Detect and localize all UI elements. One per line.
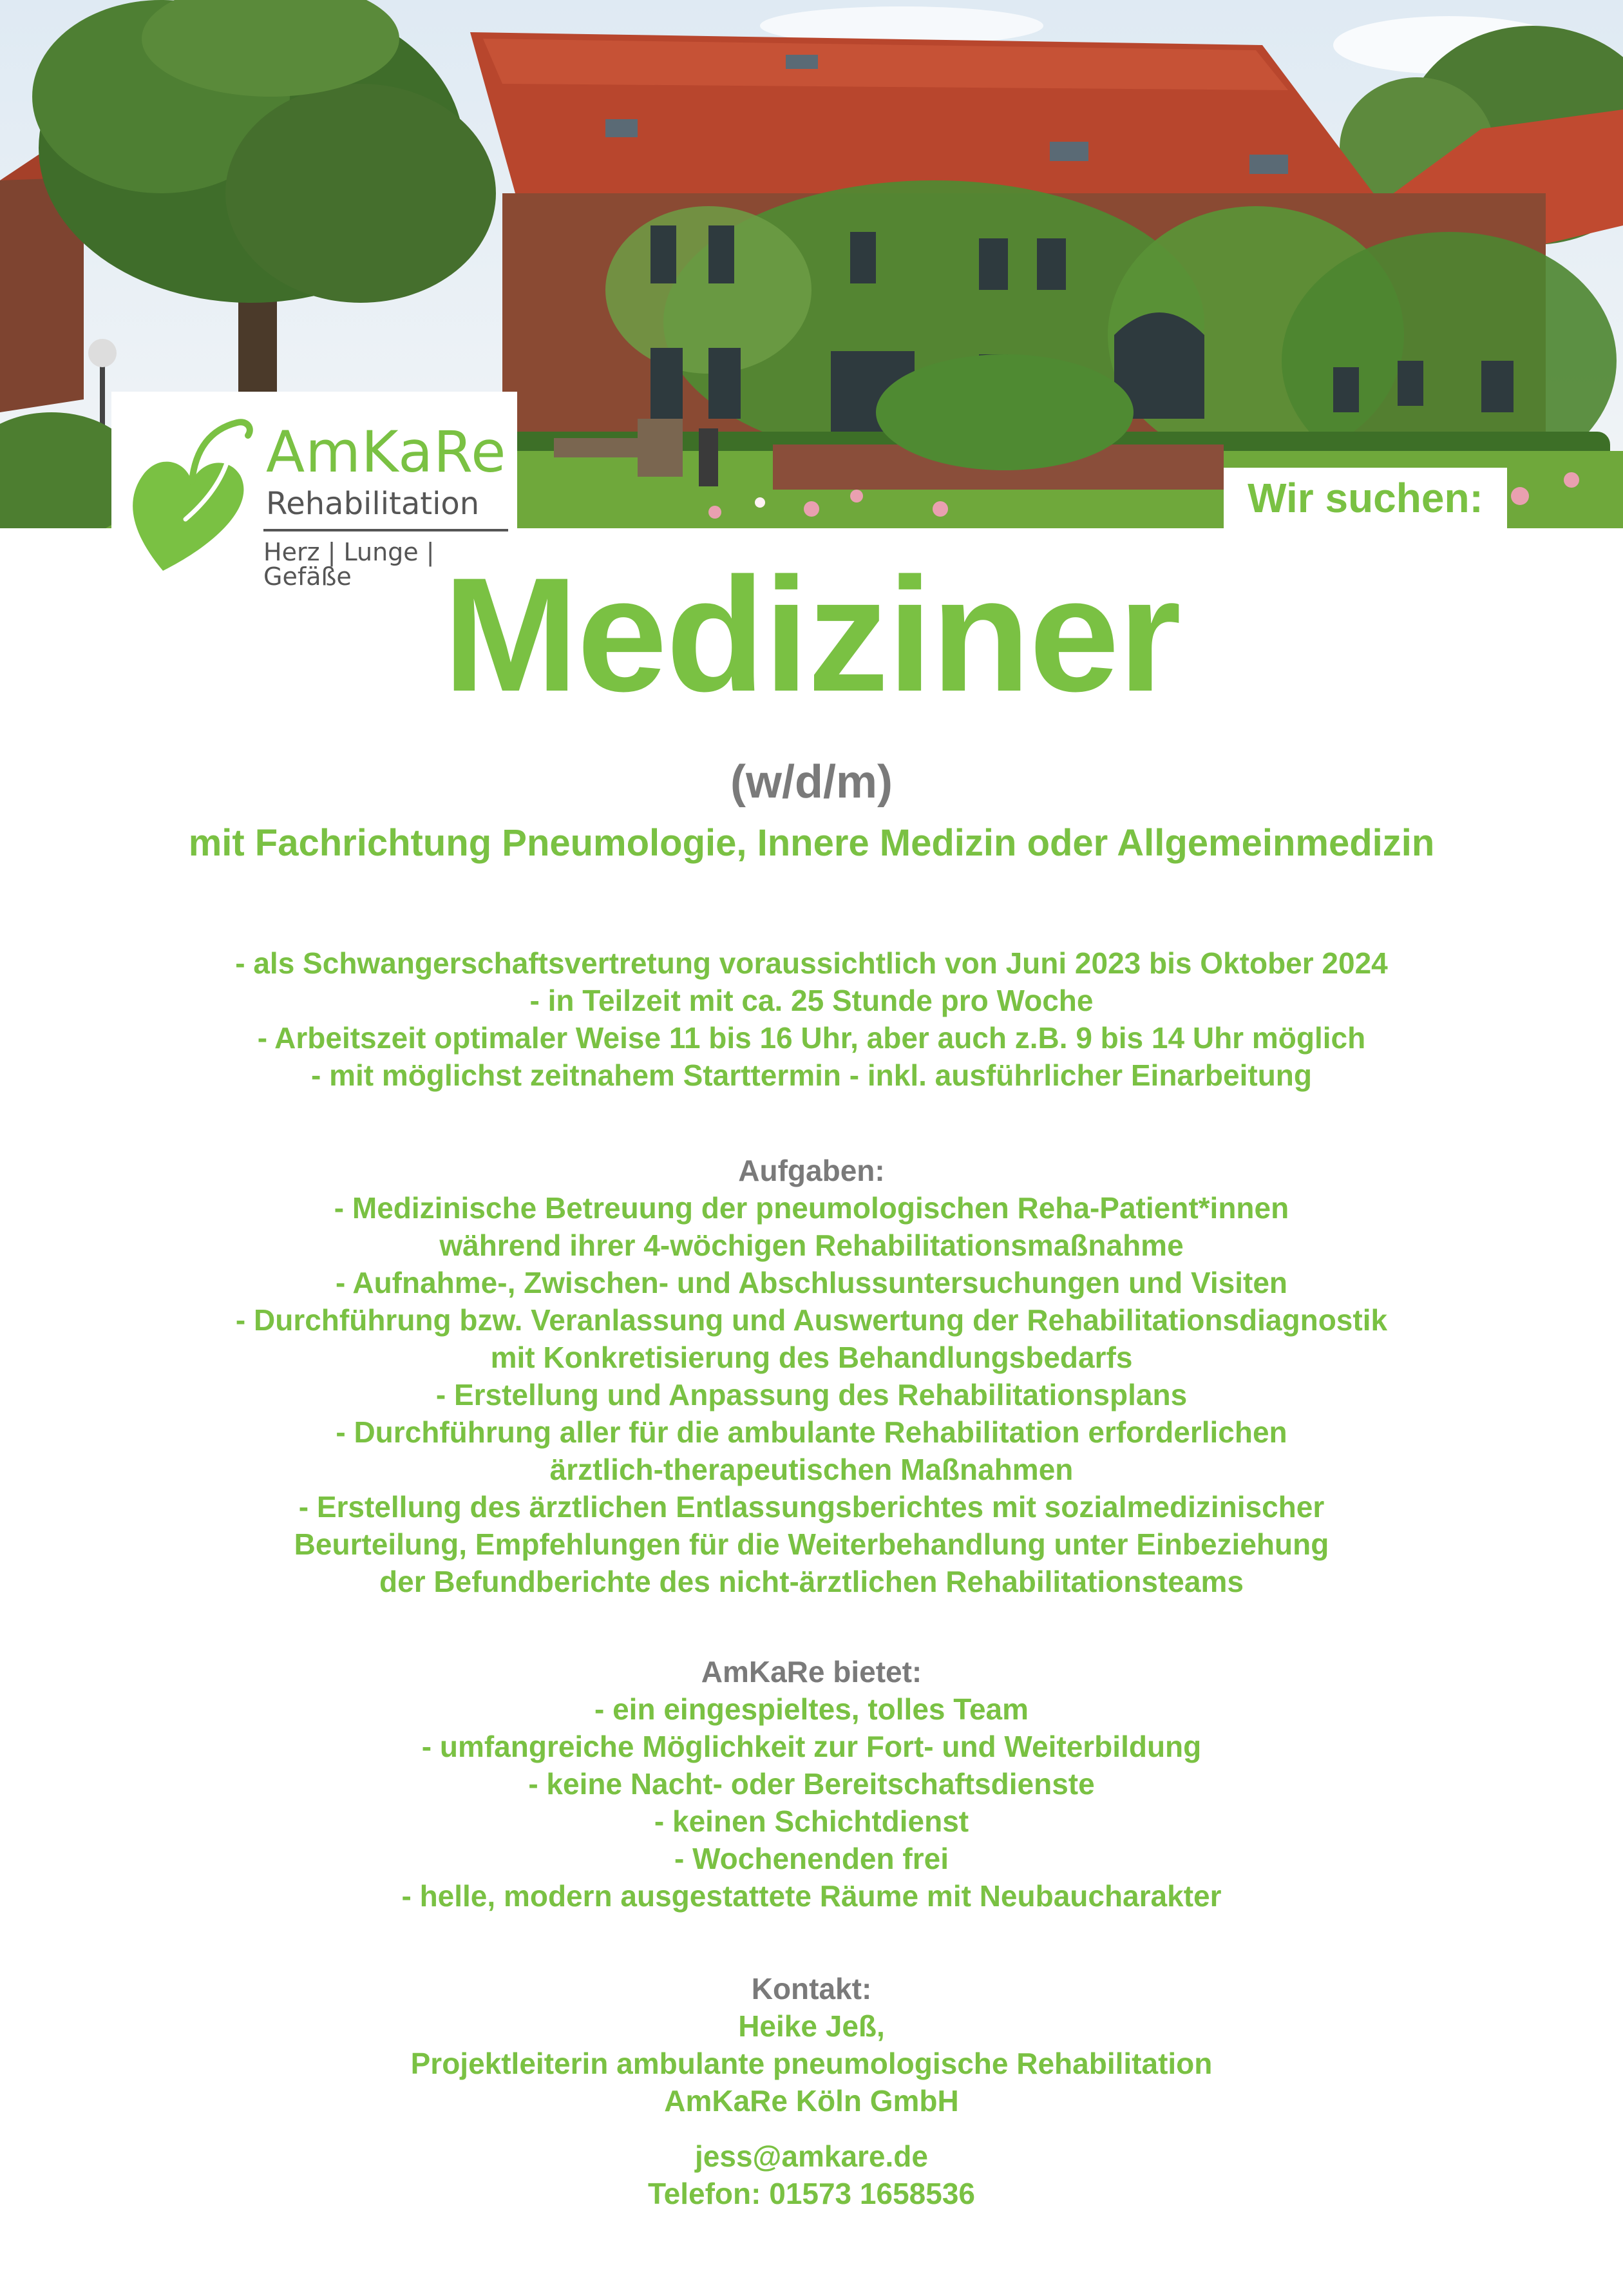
- specialty-line: mit Fachrichtung Pneumologie, Innere Medizin oder Allgemeinmedizin: [188, 822, 1435, 864]
- intro-line: - als Schwangerschaftsvertretung voraussichtlich von Juni 2023 bis Oktober 2024: [235, 946, 1388, 980]
- offer-line: - helle, modern ausgestattete Räume mit Neubaucharakter: [401, 1879, 1222, 1913]
- contact-company: AmKaRe Köln GmbH: [664, 2084, 959, 2118]
- tasks-heading: Aufgaben:: [738, 1154, 885, 1187]
- logo-divider: [263, 529, 508, 531]
- intro-line: - in Teilzeit mit ca. 25 Stunde pro Woche: [529, 984, 1094, 1017]
- contact-role: Projektleiterin ambulante pneumologische Rehabilitation: [410, 2047, 1213, 2080]
- tasks-section: [0, 1152, 1623, 1600]
- task-line: - Erstellung des ärztlichen Entlassungsberichtes mit sozialmedizinischer: [298, 1490, 1325, 1524]
- offer-line: - keine Nacht- oder Bereitschaftsdienste: [528, 1767, 1095, 1801]
- offer-line: - keinen Schichtdienst: [654, 1804, 969, 1838]
- offer-line: - umfangreiche Möglichkeit zur Fort- und Weiterbildung: [421, 1730, 1202, 1763]
- gender-note: (w/d/m): [730, 756, 893, 808]
- intro-line: - mit möglichst zeitnahem Starttermin - inkl. ausführlicher Einarbeitung: [310, 1058, 1312, 1092]
- intro-line: - Arbeitszeit optimaler Weise 11 bis 16 Uhr, aber auch z.B. 9 bis 14 Uhr möglich: [257, 1021, 1366, 1055]
- task-line: mit Konkretisierung des Behandlungsbedarfs: [490, 1341, 1133, 1374]
- task-line: - Medizinische Betreuung der pneumologischen Reha-Patient*innen: [334, 1191, 1289, 1225]
- task-line: während ihrer 4-wöchigen Rehabilitationsmaßnahme: [439, 1229, 1184, 1262]
- intro-conditions: [0, 944, 1623, 1094]
- logo-tagline: Herz | Lunge | Gefäße: [263, 538, 435, 591]
- task-line: ärztlich-therapeutischen Maßnahmen: [549, 1453, 1074, 1486]
- task-line: - Durchführung aller für die ambulante Rehabilitation erforderlichen: [336, 1415, 1287, 1449]
- we-are-looking-label: Wir suchen:: [1224, 468, 1507, 528]
- contact-name: Heike Jeß,: [738, 2009, 885, 2043]
- task-line: - Erstellung und Anpassung des Rehabilitationsplans: [435, 1378, 1188, 1411]
- logo-name: AmKaRe: [266, 419, 507, 485]
- offer-line: - Wochenenden frei: [674, 1842, 949, 1875]
- contact-phone: Telefon: 01573 1658536: [647, 2177, 976, 2210]
- offer-section: [0, 1653, 1623, 1915]
- task-line: - Aufnahme-, Zwischen- und Abschlussuntersuchungen und Visiten: [335, 1266, 1288, 1299]
- contact-details: [0, 2138, 1623, 2212]
- logo-subtitle: Rehabilitation: [266, 486, 480, 522]
- heart-leaf-icon: [124, 403, 260, 577]
- task-line: Beurteilung, Empfehlungen für die Weiterbehandlung unter Einbeziehung: [294, 1527, 1329, 1561]
- contact-section: [0, 1970, 1623, 2119]
- job-title: Mediziner: [442, 544, 1181, 725]
- task-line: - Durchführung bzw. Veranlassung und Auswertung der Rehabilitationsdiagnostik: [235, 1303, 1388, 1337]
- offer-heading: AmKaRe bietet:: [701, 1655, 922, 1689]
- offer-line: - ein eingespieltes, tolles Team: [594, 1692, 1029, 1726]
- task-line: der Befundberichte des nicht-ärztlichen Rehabilitationsteams: [379, 1565, 1244, 1598]
- contact-email-link[interactable]: jess@amkare.de: [695, 2139, 928, 2173]
- contact-heading: Kontakt:: [751, 1972, 872, 2005]
